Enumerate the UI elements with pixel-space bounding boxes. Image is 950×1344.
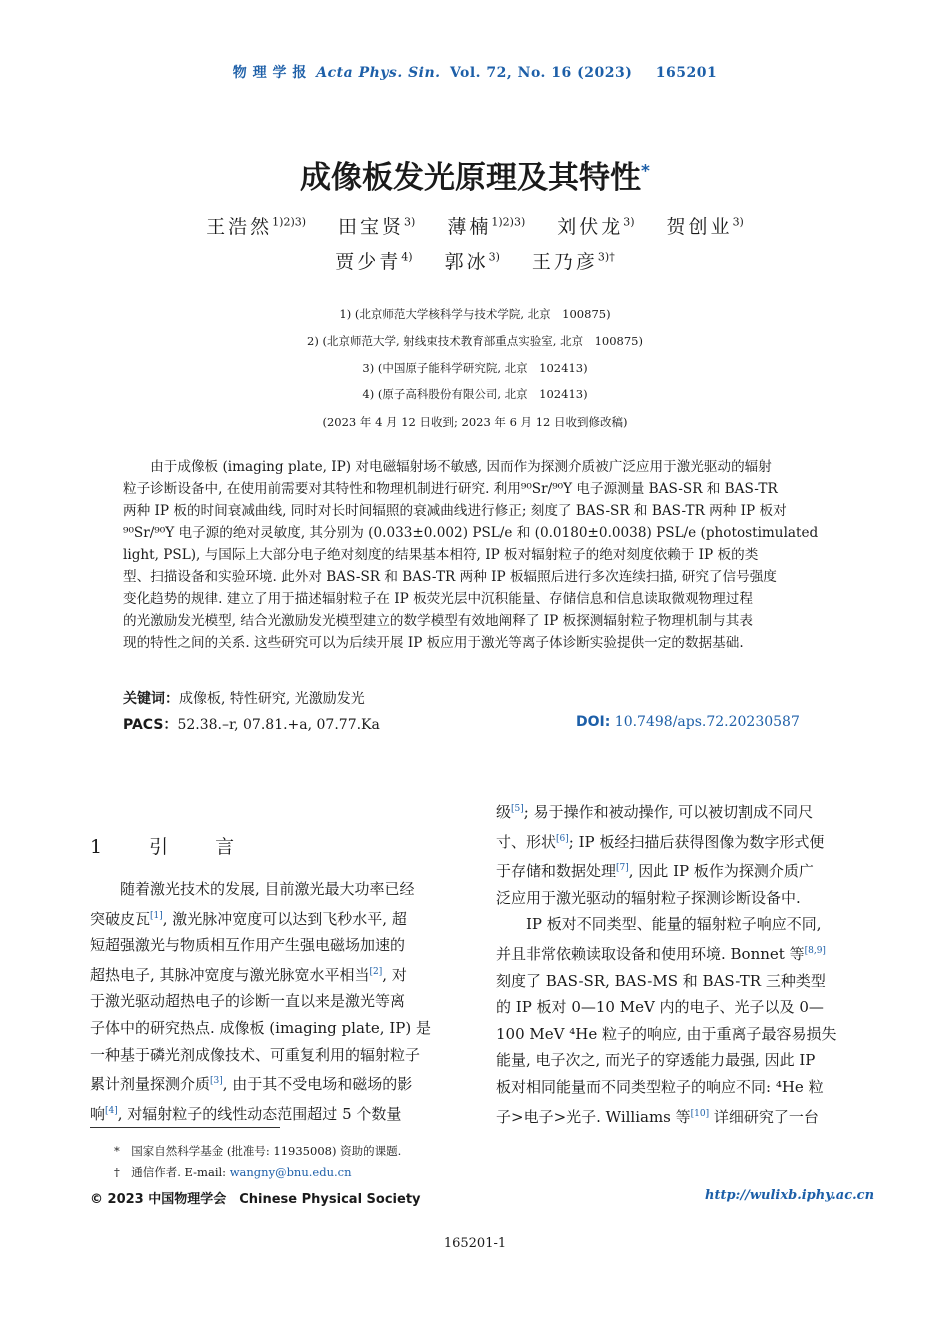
text-line [496, 938, 860, 968]
doi-label: DOI: [576, 714, 611, 730]
paper-title [0, 152, 950, 197]
author-affiliation-mark: 3) [488, 250, 500, 264]
author-affiliation-mark: 3) [404, 215, 416, 229]
author [445, 251, 500, 273]
author-affiliation-mark: 1)2)3) [272, 215, 307, 229]
text-segment: 级 [496, 803, 512, 821]
doi[interactable] [576, 714, 800, 730]
text-segment: , 激光脉冲宽度可以达到飞秒水平, 超 [162, 909, 407, 928]
text-segment: 于存储和数据处理 [496, 862, 617, 881]
doi-link[interactable]: 10.7498/aps.72.20230587 [614, 714, 800, 730]
text-segment: 能量, 电子次之, 而光子的穿透能力最强, 因此 IP [496, 1051, 816, 1070]
keywords-label: 关键词： [123, 691, 179, 707]
email-link[interactable]: wangny@bnu.edu.cn [229, 1165, 352, 1179]
author [532, 251, 615, 273]
citation-link[interactable]: [3] [210, 1076, 223, 1087]
abstract [123, 456, 831, 654]
abstract-line: 型、扫描设备和实验环境. 此外对 BAS-SR 和 BAS-TR 两种 IP 板辐照后进行多次连续扫描, 研究了信号强度 [123, 569, 777, 585]
copyright: © 2023 中国物理学会 Chinese Physical Society [90, 1192, 421, 1207]
author-name: 王乃彦 [531, 251, 598, 273]
title-footnote-mark: * [641, 161, 650, 182]
text-line [496, 1047, 860, 1074]
journal-name-cn: 物 理 学 报 [232, 65, 307, 81]
pacs [123, 714, 380, 734]
text-segment: IP 板对不同类型、能量的辐射粒子响应不同, [496, 915, 822, 934]
text-line [496, 885, 860, 912]
author-affiliation-mark: 3) [732, 215, 744, 229]
abstract-line: 现的特性之间的关系. 这些研究可以为后续开展 IP 板应用于激光等离子体诊断实验提供一定的数据基础. [123, 635, 744, 651]
author [447, 216, 525, 238]
body-column-right [496, 796, 860, 1130]
text-segment: 突破皮瓦 [90, 909, 151, 928]
author-name: 贾少青 [335, 251, 402, 273]
text-line [496, 911, 860, 938]
citation-link[interactable]: [1] [150, 910, 163, 921]
text-line [90, 932, 456, 959]
author [557, 216, 634, 238]
author-name: 薄楠 [447, 216, 492, 238]
text-line [90, 876, 456, 903]
author-affiliation-mark: 1)2)3) [491, 215, 526, 229]
text-segment: 响 [90, 1104, 106, 1123]
text-segment: 于激光驱动超热电子的诊断一直以来是激光等离 [90, 992, 406, 1011]
text-segment: 泛应用于激光驱动的辐射粒子探测诊断设备中. [496, 888, 801, 907]
received-dates: (2023 年 4 月 12 日收到; 2023 年 6 月 12 日收到修改稿) [322, 415, 628, 429]
footnote-funding: * 国家自然科学基金 (批准号: 11935008) 资助的课题. [114, 1144, 402, 1158]
author [667, 216, 744, 238]
text-line [496, 1074, 860, 1101]
journal-name-en: Acta Phys. Sin. [316, 65, 441, 81]
text-line [90, 959, 456, 989]
affiliation-2: 2) (北京师范大学, 射线束技术教育部重点实验室, 北京 100875) [307, 334, 643, 348]
affiliation-1: 1) (北京师范大学核科学与技术学院, 北京 100875) [339, 307, 611, 321]
text-segment: 随着激光技术的发展, 目前激光最大功率已经 [90, 880, 415, 898]
pacs-codes: 52.38.–r, 07.81.+a, 07.77.Ka [177, 717, 380, 733]
citation-link[interactable]: [8,9] [804, 945, 826, 956]
abstract-line: 的光激励发光模型, 结合光激励发光模型建立的数学模型有效地阐释了 IP 板探测辐射粒子物理机制与其表 [123, 613, 753, 629]
abstract-line: light, PSL), 与国际上大部分电子绝对刻度的结果基本相符, IP 板对辐射粒子的绝对刻度依赖于 IP 板的类 [123, 547, 759, 563]
abstract-line: ⁹⁰Sr/⁹⁰Y 电子源的绝对灵敏度, 其分别为 (0.033±0.002) PSL/e 和 (0.0180±0.0038) PSL/e (photostimulated [123, 525, 819, 541]
text-segment: 板对相同能量而不同类型粒子的响应不同: ⁴He 粒 [496, 1077, 824, 1096]
citation-link[interactable]: [4] [105, 1105, 118, 1116]
text-segment: , 由于其不受电场和磁场的影 [222, 1075, 413, 1094]
text-segment: 子体中的研究热点. 成像板 (imaging plate, IP) 是 [90, 1018, 431, 1037]
text-line [496, 994, 860, 1021]
citation-link[interactable]: [6] [556, 833, 569, 844]
text-segment: 详细研究了一台 [709, 1107, 819, 1126]
abstract-line: 粒子诊断设备中, 在使用前需要对其特性和物理机制进行研究. 利用⁹⁰Sr/⁹⁰Y 电子源测量 BAS-SR 和 BAS-TR [123, 481, 778, 497]
text-line [496, 855, 860, 885]
author-name: 田宝贤 [338, 216, 405, 238]
website-link[interactable]: http://wulixb.iphy.ac.cn [705, 1188, 875, 1203]
footnote-corresponding-text: † 通信作者. E-mail: [114, 1165, 230, 1179]
author-affiliation-mark: 3) [623, 215, 635, 229]
text-line [90, 1015, 456, 1042]
text-line [496, 1021, 860, 1048]
author [338, 216, 415, 238]
author-name: 刘伏龙 [557, 216, 624, 238]
journal-volume: Vol. 72, No. 16 (2023) [449, 65, 633, 81]
author [335, 251, 412, 273]
text-segment: ; 易于操作和被动操作, 可以被切割成不同尺 [523, 803, 814, 821]
authors-line-1 [0, 212, 950, 239]
author-name: 王浩然 [206, 216, 273, 238]
text-segment: 一种基于磷光剂成像技术、可重复利用的辐射粒子 [90, 1045, 421, 1064]
journal-header [0, 62, 950, 82]
text-segment: , 对辐射粒子的线性动态范围超过 5 个数量 [117, 1104, 402, 1123]
text-segment: 累计剂量探测介质 [90, 1075, 211, 1094]
text-segment: , 对 [382, 965, 407, 984]
text-segment: , 因此 IP 板作为探测介质广 [628, 862, 814, 881]
affiliation-4: 4) (原子高科股份有限公司, 北京 102413) [362, 387, 588, 401]
citation-link[interactable]: [2] [369, 966, 383, 977]
abstract-line: 变化趋势的规律. 建立了用于描述辐射粒子在 IP 板荧光层中沉积能量、存储信息和信息读取微观物理过程 [123, 591, 753, 607]
authors-line-2 [0, 247, 950, 274]
text-segment: 子>电子>光子. Williams 等 [496, 1107, 691, 1126]
citation-link[interactable]: [10] [690, 1108, 710, 1119]
text-line [90, 1068, 456, 1098]
text-line [496, 968, 860, 995]
affiliation-3: 3) (中国原子能科学研究院, 北京 102413) [362, 361, 588, 375]
title-text: 成像板发光原理及其特性 [300, 160, 642, 196]
footnote-corresponding [114, 1164, 351, 1180]
article-number: 165201 [655, 65, 718, 81]
text-line [90, 988, 456, 1015]
abstract-line: 两种 IP 板的时间衰减曲线, 同时对长时间辐照的衰减曲线进行修正; 刻度了 BAS-SR 和 BAS-TR 两种 IP 板对 [123, 503, 787, 519]
footnote-divider [90, 1127, 280, 1128]
author [206, 216, 306, 238]
text-line [90, 1042, 456, 1069]
text-line [496, 796, 860, 826]
keywords [123, 688, 365, 708]
pacs-label: PACS： [123, 717, 178, 733]
text-line [90, 903, 456, 933]
author-name: 贺创业 [666, 216, 733, 238]
text-segment: 并且非常依赖读取设备和使用环境. Bonnet 等 [496, 944, 805, 963]
text-segment: 寸、形状 [496, 832, 557, 851]
author-name: 郭冰 [444, 251, 489, 273]
text-segment: 100 MeV ⁴He 粒子的响应, 由于重离子最容易损失 [496, 1024, 837, 1043]
text-segment: 的 IP 板对 0—10 MeV 内的电子、光子以及 0— [496, 998, 824, 1017]
author-affiliation-mark: 3)† [597, 250, 615, 264]
section-heading: 1 引 言 [90, 836, 249, 858]
citation-link[interactable]: [5] [511, 804, 524, 814]
text-segment: 短超强激光与物质相互作用产生强电磁场加速的 [90, 936, 406, 955]
text-line [90, 1098, 456, 1128]
author-affiliation-mark: 4) [401, 250, 413, 264]
text-segment: 刻度了 BAS-SR, BAS-MS 和 BAS-TR 三种类型 [496, 971, 826, 990]
text-line [496, 826, 860, 856]
abstract-line: 由于成像板 (imaging plate, IP) 对电磁辐射场不敏感, 因而作为探测介质被广泛应用于激光驱动的辐射 [123, 459, 772, 475]
keywords-text: 成像板, 特性研究, 光激励发光 [179, 691, 365, 707]
citation-link[interactable]: [7] [616, 863, 629, 874]
text-line [496, 1101, 860, 1131]
body-column-left [90, 876, 456, 1127]
page-number: 165201-1 [443, 1236, 507, 1251]
text-segment: ; IP 板经扫描后获得图像为数字形式便 [568, 832, 825, 851]
text-segment: 超热电子, 其脉冲宽度与激光脉宽水平相当 [90, 965, 370, 984]
